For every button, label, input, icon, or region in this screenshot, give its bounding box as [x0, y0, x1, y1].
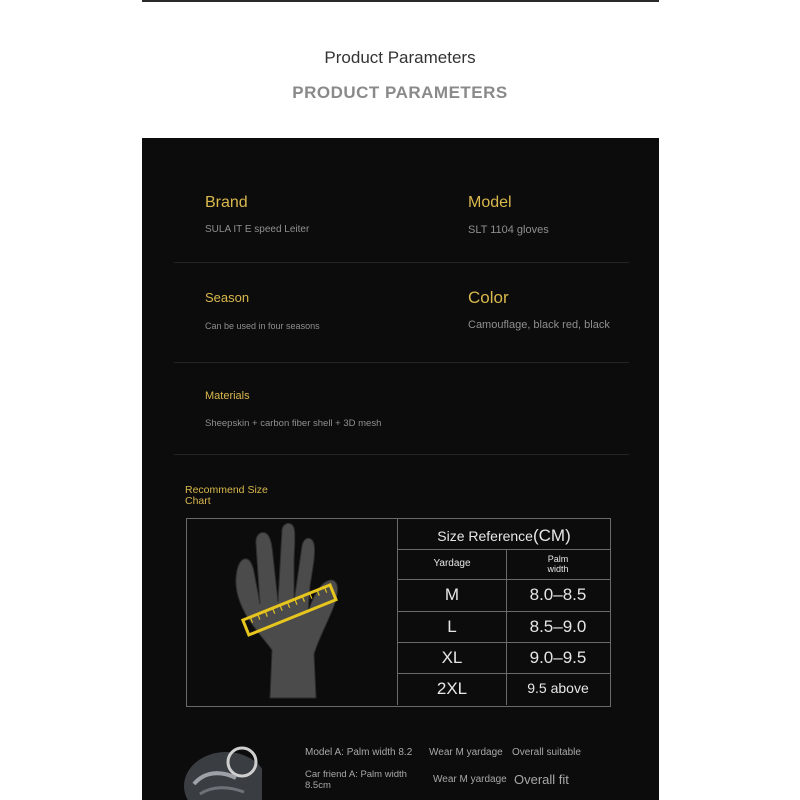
col-header-line: width: [547, 564, 569, 574]
page-subtitle: PRODUCT PARAMETERS: [292, 83, 508, 102]
model-label: Model: [468, 194, 512, 211]
model-b-text-line: Car friend A: Palm width: [305, 769, 407, 780]
size-reference-table: [397, 518, 610, 705]
model-b-fit: Overall fit: [514, 772, 569, 787]
model-a-text: Model A: Palm width 8.2: [305, 747, 413, 758]
materials-value: Sheepskin + carbon fiber shell + 3D mesh: [205, 418, 382, 429]
table-rule: [398, 549, 610, 550]
top-image-edge: [142, 0, 659, 2]
season-label: Season: [205, 290, 250, 305]
color-label: Color: [468, 288, 509, 307]
table-rule: [398, 611, 610, 612]
model-b-text-line: 8.5cm: [305, 780, 331, 791]
color-value: Camouflage, black red, black: [468, 319, 610, 331]
materials-label: Materials: [205, 390, 250, 402]
table-cell-size: L: [447, 617, 457, 636]
table-rule: [398, 673, 610, 674]
table-cell-width: 9.5 above: [527, 680, 589, 696]
glove-photo: [182, 742, 262, 800]
page-title: Product Parameters: [324, 48, 476, 67]
table-unit: (CM): [532, 526, 571, 545]
size-chart-title-line: Chart: [185, 495, 211, 507]
season-value: Can be used in four seasons: [205, 321, 320, 331]
model-value: SLT 1104 gloves: [468, 224, 549, 236]
table-title-text: Size Reference: [437, 528, 533, 544]
model-b-text: [305, 769, 407, 791]
table-cell-width: 8.5–9.0: [529, 617, 587, 636]
size-chart-title-line: Recommend Size: [185, 484, 268, 496]
col-header-line: Palm: [547, 554, 569, 564]
table-rule: [398, 642, 610, 643]
divider: [174, 362, 629, 363]
model-a-fit: Overall suitable: [512, 747, 581, 758]
table-cell-size: XL: [441, 648, 463, 667]
table-rule: [398, 579, 610, 580]
table-cell-width: 9.0–9.5: [529, 648, 587, 667]
divider: [174, 262, 629, 263]
col-header-yardage: Yardage: [433, 558, 471, 569]
brand-value: SULA IT E speed Leiter: [205, 224, 310, 235]
hand-measure-illustration: [230, 522, 360, 702]
model-b-wear: Wear M yardage: [433, 774, 507, 785]
table-title: [398, 526, 610, 546]
model-a-wear: Wear M yardage: [429, 747, 503, 758]
table-cell-size: M: [444, 585, 460, 604]
size-chart-title: [185, 485, 268, 507]
col-header-palm-width: [506, 554, 610, 574]
parameters-panel: [142, 138, 659, 800]
brand-label: Brand: [205, 194, 248, 211]
table-cell-width: 8.0–8.5: [529, 585, 587, 604]
divider: [174, 454, 629, 455]
table-cell-size: 2XL: [436, 679, 468, 698]
